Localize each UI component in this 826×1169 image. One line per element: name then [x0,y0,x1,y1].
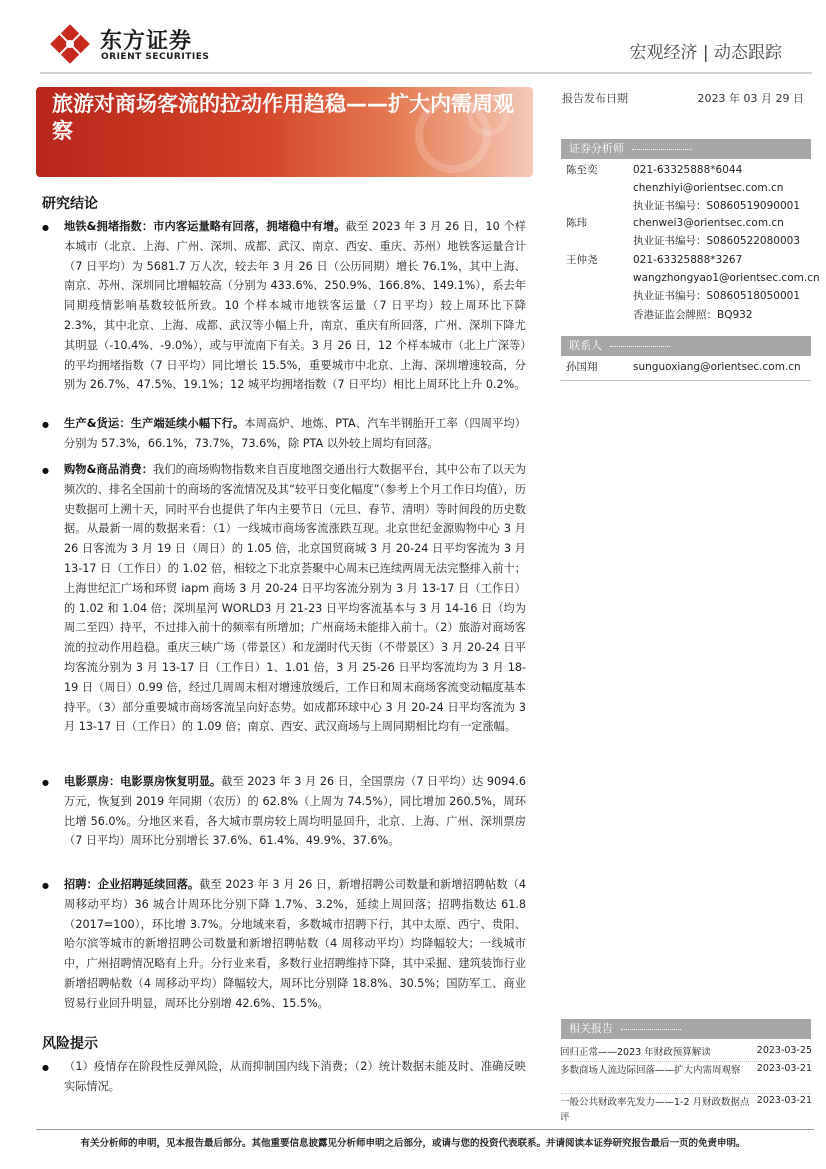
report-type: 宏观经济 | 动态跟踪 [629,43,782,63]
contacts-heading [561,336,811,356]
related-report-date: 2023-03-25 [756,1045,812,1056]
company-logo [48,22,224,66]
analyst-license: 执业证书编号：S0860519090001 [633,200,801,213]
analyst-contact [633,161,800,216]
analysts-heading-label: 证券分析师 [569,142,624,155]
analyst-email[interactable]: chenzhiyi@orientsec.com.cn [633,182,784,195]
bullet-text: 我们的商场购物指数来自百度地图交通出行大数据平台，其中公布了以天为频次的、排名全国前十的商场的客流情况及其“较平日变化幅度”（参考上个月工作日均值），历史数据可上溯十天，同时平台也提供了年内主要节日（元旦、春节、清明）等时间段的历史数据。从最新一周的数据来看：（1）一线城市商场客流涨跌互现。北京世纪金源购物中心 3 月 26 日客流为 3 月 19 日（周日）的 1.05 倍，北京国贸商城 3 月 20-24 日平均客流为 3 月 13-17 日（工作日）的 1.02 倍，相较之下北京荟聚中心周末已连续两周无法完整排入前十；上海世纪汇广场和环贸 iapm 商场 3 月 20-24 日平均客流分别为 3 月 13-17 日（工作日）的 1.02 和 1.04 倍；深圳星河 WORLD3 月 21-23 日平均客流基本与 3 月 14-16 日（均为周二至四）持平，不过排入前十的频率有所增加；广州商场未能排入前十。（2）旅游对商场客流的拉动作用趋稳。重庆三峡广场（带景区）和龙湖时代天街（不带景区）3 月 20-24 日平均客流分别为 3 月 13-17 日（工作日）1、1.01 倍，3 月 25-26 日平均客流均为 3 月 18-19 日（周日）0.99 倍，经过几周周末相对增速放缓后，工作日和周末商场客流变动幅度基本持平。（3）部分重要城市商场客流呈向好态势。如成都环球中心 3 月 20-24 日平均客流为 3 月 13-17 日（工作日）的 1.09 倍；南京、西安、武汉商场与上周同期相比均有一定涨幅。 [64,463,526,734]
research-bullet-production [64,414,526,454]
analyst-email[interactable]: wangzhongyao1@orientsec.com.cn [633,272,820,285]
bullet-icon: ● [42,1063,49,1072]
bullet-icon: ● [42,778,49,787]
analyst-contact [633,214,800,250]
bullet-icon: ● [42,420,49,429]
research-bullet-boxoffice [64,772,526,851]
related-report-date: 2023-03-21 [756,1095,812,1106]
analyst-contact [633,251,820,324]
report-title: 旅游对商场客流的拉动作用趋稳——扩大内需周观察 [52,92,514,143]
bullet-text: 截至 2023 年 3 月 26 日，全国票房（7 日平均）达 9094.6 万元，恢复到 2019 年同期（农历）的 62.8%（上周为 74.5%），同比增加 260.5%，周环比增 56.0%。分地区来看，各大城市票房较上周均明显回升，北京、上海、广州、深圳票房（7 日平均）周环比分别增长 37.6%、61.4%、49.9%、37.6%。 [64,775,526,848]
analyst-name: 陈玮 [566,217,587,229]
related-report-title[interactable]: 多数商场人流边际回落——扩大内需周观察 [560,1065,741,1076]
logo-chinese-text: 东方证券 [100,29,193,54]
related-report-title[interactable]: 回归正常——2023 年财政预算解读 [560,1047,711,1058]
contacts-heading-label: 联系人 [569,339,602,352]
logo-english-text: ORIENT SECURITIES [101,52,210,62]
analyst-hk-license: 香港证监会牌照：BQ932 [633,308,753,321]
publish-date: 2023 年 03 月 29 日 [697,92,804,105]
analyst-license: 执业证书编号：S0860518050001 [633,290,801,303]
related-report-title[interactable]: 一般公共财政率先发力——1-2 月财政数据点评 [560,1097,750,1123]
header-divider [40,72,812,74]
risk-text: （1）疫情存在阶段性反弹风险，从而抑制国内线下消费；（2）统计数据未能及时、准确反映实际情况。 [64,1060,526,1093]
bullet-lead: 电影票房：电影票房恢复明显。 [64,775,222,788]
research-bullet-shopping [64,460,526,737]
bullet-lead: 地铁&拥堵指数：市内客运量略有回落，拥堵稳中有增。 [64,220,346,233]
analyst-name: 陈至奕 [566,164,598,176]
title-banner [36,87,533,177]
risk-heading: 风险提示 [42,1036,98,1052]
related-divider [561,1061,811,1062]
heading-dots [632,149,692,150]
analyst-phone: 021-63325888*6044 [633,164,743,176]
bullet-text: 截至 2023 年 3 月 26 日，10 个样本城市（北京、上海、广州、深圳、成都、武汉、南京、西安、重庆、苏州）地铁客运量合计（7 日平均）为 5681.7 万人次，较去年 3 月 26 日（公历同期）增长 76.1%，其中上海、南京、苏州、深圳同比增幅较高（分别为 433.6%、250.9%、166.8%、149.1%），系去年同期疫情影响基数较低所致。10 个样本城市地铁客运量（7 日平均）较上周环比下降 2.3%，其中北京、上海、成都、武汉等小幅上升，南京、重庆有所回落，广州、深圳下降尤其明显（-10.4%、-9.0%），或与甲流南下有关。3 月 26 日，12 个样本城市（北上广深等）的平均拥堵指数（7 日平均）同比增长 15.5%，重要城市中北京、上海、深圳增速较高，分别为 26.7%、47.5%、19.1%；12 城平均拥堵指数（7 日平均）相比上周环比上升 0.2%。 [64,220,526,392]
analyst-phone: 021-63325888*3267 [633,254,743,266]
bullet-icon: ● [42,466,49,475]
footer-disclaimer: 有关分析师的申明，见本报告最后部分。其他重要信息披露见分析师申明之后部分，或请与您的投资代表联系。并请阅读本证券研究报告最后一页的免责申明。 [80,1138,746,1149]
bullet-text: 截至 2023 年 3 月 26 日，新增招聘公司数量和新增招聘帖数（4 周移动平均）36 城合计周环比分别下降 1.7%、3.2%，延续上周回落；招聘指数达 61.8（2017=100），环比增 3.7%。分地域来看，多数城市招聘下行，其中太原、西宁、贵阳、哈尔滨等城市的新增招聘公司数量和新增招聘帖数（4 周移动平均）均降幅较大；一线城市中，广州招聘情况略有上升。分行业来看，多数行业招聘维持下降，其中采掘、建筑装饰行业新增招聘帖数（4 周移动平均）降幅较大，周环比分别降 18.8%、30.5%；国防军工、商业贸易行业回升明显，周环比分别增 42.6%、15.5%。 [64,878,526,1010]
heading-dots [610,346,670,347]
bullet-icon: ● [42,223,49,232]
related-heading [561,1019,811,1039]
bullet-lead: 招聘：企业招聘延续回落。 [64,878,200,891]
heading-dots [621,1029,681,1030]
contact-email[interactable]: sunguoxiang@orientsec.com.cn [633,361,801,373]
bullet-icon: ● [42,881,49,890]
related-report-date: 2023-03-21 [756,1063,812,1074]
related-divider [561,1093,811,1094]
contacts-divider [561,380,811,381]
research-heading: 研究结论 [42,196,98,212]
related-heading-label: 相关报告 [569,1022,613,1035]
analysts-heading [561,139,811,159]
contact-name: 孙国翔 [566,361,598,373]
bullet-lead: 生产&货运：生产端延续小幅下行。 [64,417,245,430]
bullet-lead: 购物&商品消费： [64,463,154,476]
analyst-name: 王仲尧 [566,254,598,266]
analyst-email[interactable]: chenwei3@orientsec.com.cn [633,217,784,229]
bullet-text: 本周高炉、地炼、PTA、汽车半钢胎开工率（四周平均）分别为 57.3%，66.1%，73.7%，73.6%，除 PTA 以外较上周均有回落。 [64,417,526,450]
publish-date-label: 报告发布日期 [562,92,628,105]
research-bullet-metro [64,217,526,395]
footer-divider [36,1129,814,1130]
orient-securities-logo-icon [48,22,92,66]
research-bullet-recruitment [64,875,526,1014]
analyst-license: 执业证书编号：S0860522080003 [633,235,801,248]
